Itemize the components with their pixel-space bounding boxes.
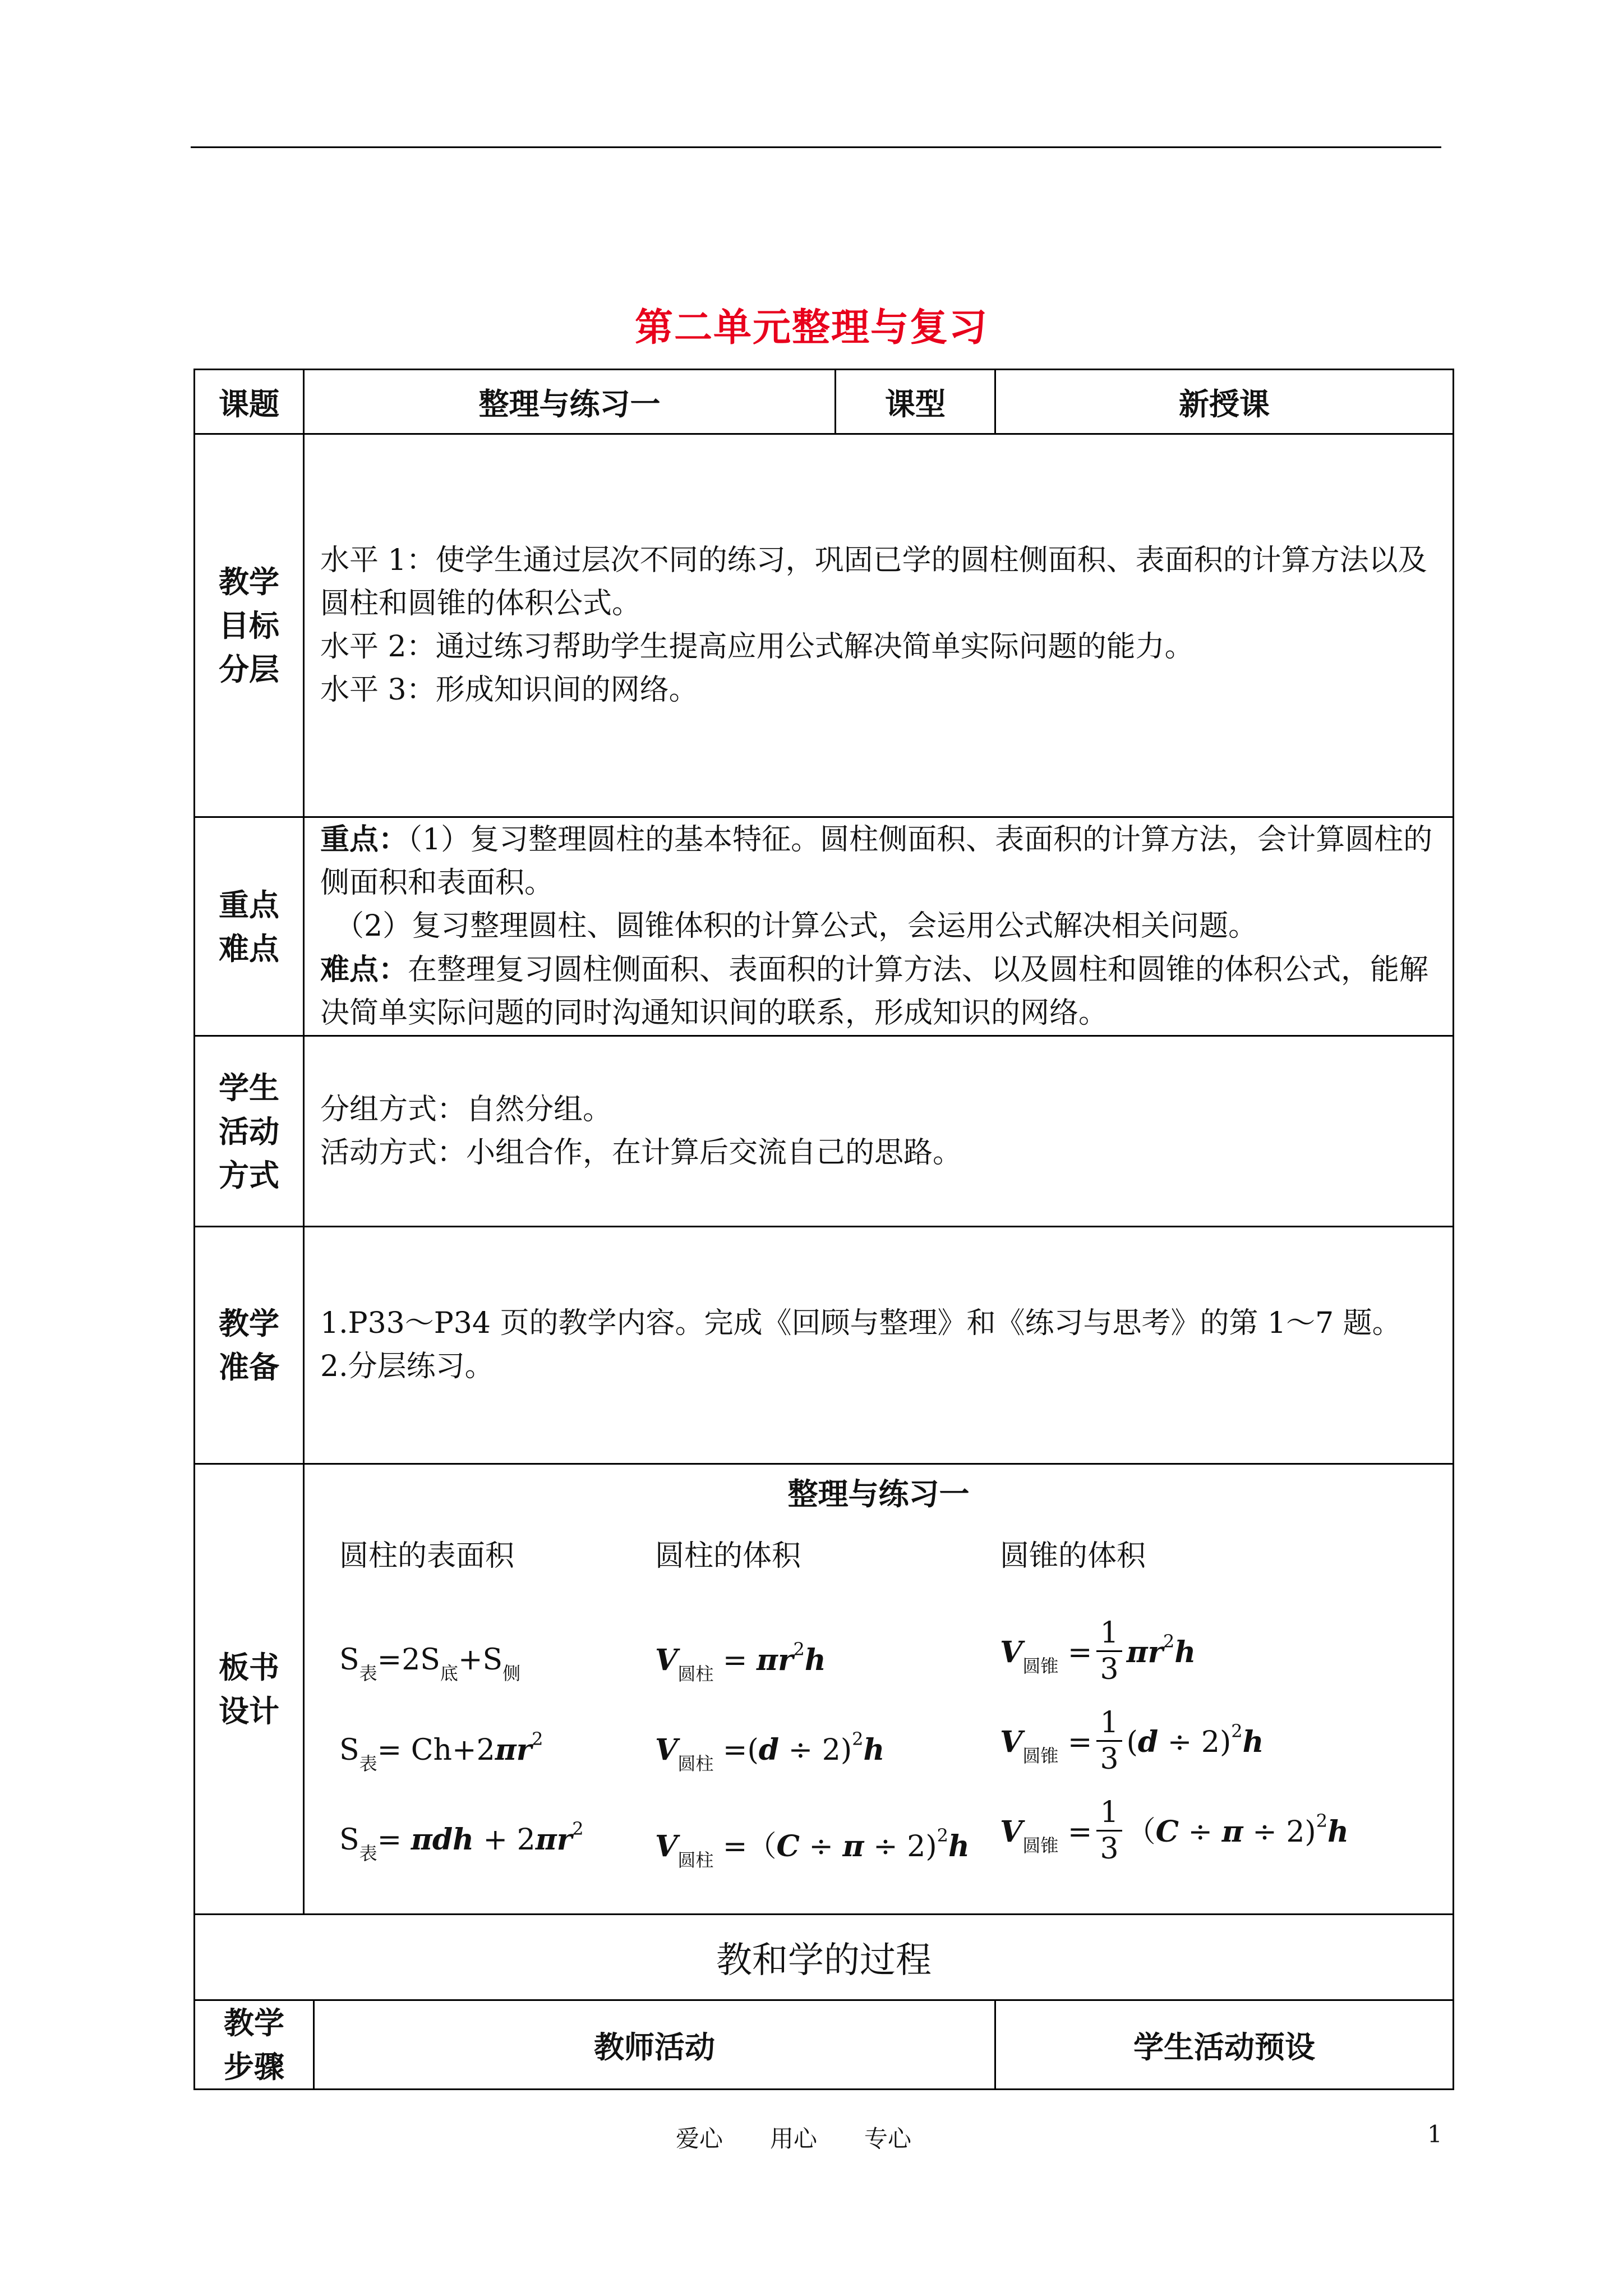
objectives-content bbox=[304, 434, 1454, 817]
teacher-activity-header: 教师活动 bbox=[314, 2000, 995, 2090]
page-number: 1 bbox=[1427, 2120, 1442, 2148]
objective-line: 水平 3：形成知识间的网络。 bbox=[320, 673, 698, 707]
objective-line: 水平 1：使学生通过层次不同的练习，巩固已学的圆柱侧面积、表面积的计算方法以及圆柱和圆锥的体积公式。 bbox=[320, 544, 1427, 620]
difficulty: 难点：在整理复习圆柱侧面积、表面积的计算方法、以及圆柱和圆锥的体积公式，能解决简单实际问题的同时沟通知识间的联系，形成知识的网络。 bbox=[320, 953, 1429, 1030]
board-title: 整理与练习一 bbox=[787, 1476, 970, 1512]
preparation-line: 2.分层练习。 bbox=[320, 1350, 494, 1383]
footer-text: 爱心 用心 专心 bbox=[676, 2125, 912, 2152]
cylinder-volume-formula-2: $V_{圆柱} =(d \div 2)^2h$ bbox=[655, 1728, 885, 1774]
key-points-label: 重点难点 bbox=[195, 817, 304, 1036]
cone-volume-formula-3: $V_{圆锥}$ = $\frac{1}{3}$ （C ÷ π ÷ 2)$^2$h bbox=[1000, 1796, 1349, 1866]
type-value: 新授课 bbox=[995, 370, 1454, 434]
table-row bbox=[195, 1915, 1454, 2000]
topic-label: 课题 bbox=[195, 370, 304, 434]
board-label: 板书设计 bbox=[195, 1464, 304, 1915]
board-col-header: 圆锥的体积 bbox=[1000, 1539, 1146, 1573]
key-point-1: 重点：（1）复习整理圆柱的基本特征。圆柱侧面积、表面积的计算方法，会计算圆柱的侧面积和表面积。 bbox=[320, 822, 1433, 900]
table-row bbox=[195, 1036, 1454, 1227]
preparation-label: 教学准备 bbox=[195, 1227, 304, 1464]
table-row bbox=[195, 2000, 1454, 2090]
board-col-header: 圆柱的表面积 bbox=[339, 1539, 515, 1573]
objective-line: 水平 2：通过练习帮助学生提高应用公式解决简单实际问题的能力。 bbox=[320, 630, 1194, 664]
surface-formula-3: $S_表= \pi dh + 2\pi r^2$ bbox=[339, 1818, 584, 1864]
key-points-content bbox=[304, 817, 1454, 1036]
student-activity-header: 学生活动预设 bbox=[995, 2000, 1454, 2090]
key-point-2: （2）复习整理圆柱、圆锥体积的计算公式，会运用公式解决相关问题。 bbox=[335, 909, 1258, 943]
step-label: 教学步骤 bbox=[195, 2000, 314, 2090]
lesson-plan-table bbox=[193, 369, 1454, 2090]
type-label: 课型 bbox=[836, 370, 995, 434]
header-rule bbox=[191, 146, 1441, 148]
objectives-label: 教学目标分层 bbox=[195, 434, 304, 817]
table-row bbox=[195, 434, 1454, 817]
table-row bbox=[195, 817, 1454, 1036]
surface-formula-2: $S_表= Ch+2\pi r^2$ bbox=[339, 1728, 543, 1774]
activity-line: 分组方式：自然分组。 bbox=[320, 1092, 612, 1126]
topic-value: 整理与练习一 bbox=[304, 370, 836, 434]
document-title: 第二单元整理与复习 bbox=[634, 305, 988, 350]
table-row bbox=[195, 1227, 1454, 1464]
cylinder-volume-formula-1: $V_{圆柱} = \pi r^2h$ bbox=[655, 1639, 826, 1685]
cylinder-volume-formula-3: $V_{圆柱} =(C \div \pi \div 2)^2h$ bbox=[655, 1825, 970, 1871]
activities-content bbox=[304, 1036, 1454, 1227]
table-row bbox=[195, 370, 1454, 434]
board-col-header: 圆柱的体积 bbox=[655, 1539, 801, 1573]
preparation-line: 1.P33～P34 页的教学内容。完成《回顾与整理》和《练习与思考》的第 1～7 题。 bbox=[320, 1306, 1401, 1340]
table-row bbox=[195, 1464, 1454, 1915]
cone-volume-formula-1: $V_{圆锥}$ = $\frac{1}{3}$ $\pi r^2h$ bbox=[1000, 1616, 1196, 1686]
surface-formula-1: $S_表=2S_底+S_侧$ bbox=[339, 1643, 521, 1684]
activity-line: 活动方式：小组合作，在计算后交流自己的思路。 bbox=[320, 1135, 962, 1170]
cone-volume-formula-2: $V_{圆锥}$ = $\frac{1}{3}$ $(d \div 2)^2h$ bbox=[1000, 1706, 1264, 1776]
preparation-content bbox=[304, 1227, 1454, 1464]
board-content bbox=[304, 1464, 1454, 1915]
activities-label: 学生活动方式 bbox=[195, 1036, 304, 1227]
process-title: 教和学的过程 bbox=[195, 1915, 1454, 2000]
